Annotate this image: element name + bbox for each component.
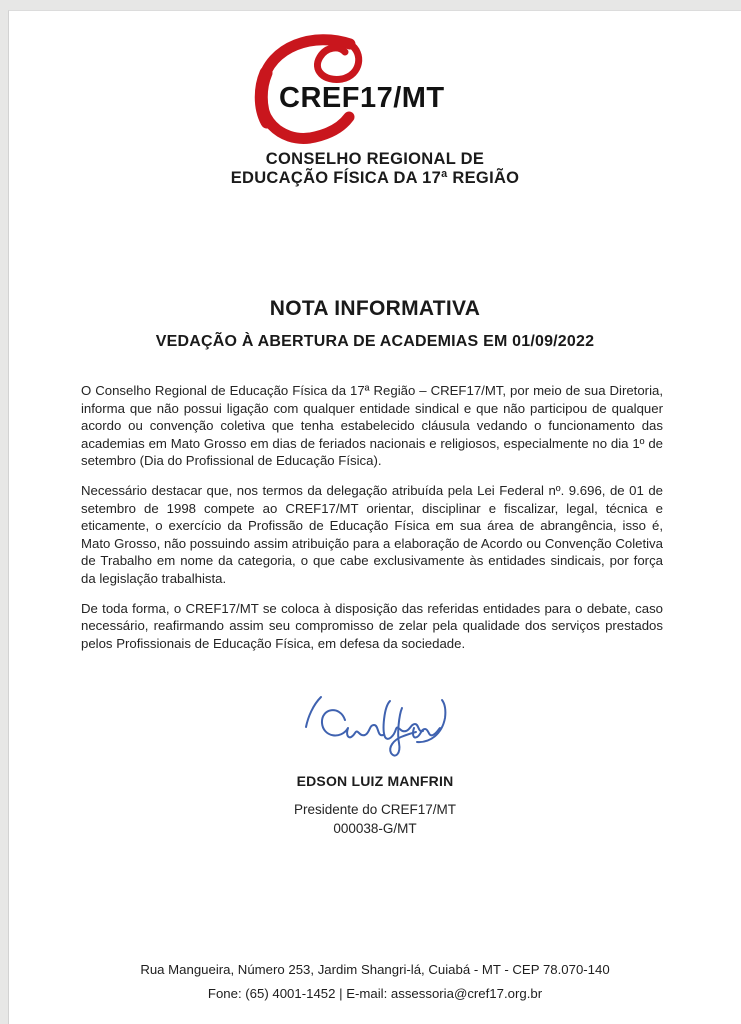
signatory-registration: 000038-G/MT (333, 821, 417, 836)
signatory-name: EDSON LUIZ MANFRIN (296, 773, 454, 789)
cref-logo (253, 37, 473, 152)
org-name-line1: CONSELHO REGIONAL DE (265, 150, 485, 168)
paragraph-3: De toda forma, o CREF17/MT se coloca à disposição das referidas entidades para o debate, caso necessário, reafirmando assim seu compromisso de zelar pela qualidade dos serviços prestados pelos Profissionais de Educação Física, em defesa da sociedade. (81, 600, 663, 651)
logo-brand-text: CREF17/MT (279, 82, 445, 114)
org-name-line2: EDUCAÇÃO FÍSICA DA 17ª REGIÃO (230, 169, 520, 187)
paragraph-2: Necessário destacar que, nos termos da delegação atribuída pela Lei Federal nº. 9.696, de 01 de setembro de 1998 compete ao CREF17/MT orientar, disciplinar e fiscalizar, legal, técnica e eticamente, o exercício da Profissão de Educação Física em sua área de abrangência, isso é, Mato Grosso, não possuindo assim atribuição para a elaboração de Acordo ou Convenção Coletiva de Trabalho em nome da categoria, o que cabe exclusivamente às entidades sindicais, por força da legislação trabalhista. (81, 482, 663, 586)
document-body (81, 382, 663, 664)
document-title: NOTA INFORMATIVA (269, 297, 481, 320)
signature-scribble (299, 687, 449, 765)
document-subtitle: VEDAÇÃO À ABERTURA DE ACADEMIAS EM 01/09/2022 (155, 333, 595, 350)
document-page (8, 10, 741, 1024)
footer-address: Rua Mangueira, Número 253, Jardim Shangri-lá, Cuiabá - MT - CEP 78.070-140 (140, 962, 610, 977)
footer-contact: Fone: (65) 4001-1452 | E-mail: assessoria@cref17.org.br (207, 986, 543, 1001)
signatory-role: Presidente do CREF17/MT (293, 802, 457, 817)
org-name (9, 150, 741, 188)
paragraph-1: O Conselho Regional de Educação Física da 17ª Região – CREF17/MT, por meio de sua Diretoria, informa que não possui ligação com qualquer entidade sindical e que não participou de qualquer acordo ou convenção coletiva que tenha estabelecido cláusula vedando o funcionamento das academias em Mato Grosso em dias de feriados nacionais e religiosos, especialmente no dia 1º de setembro (Dia do Profissional de Educação Física). (81, 383, 663, 469)
